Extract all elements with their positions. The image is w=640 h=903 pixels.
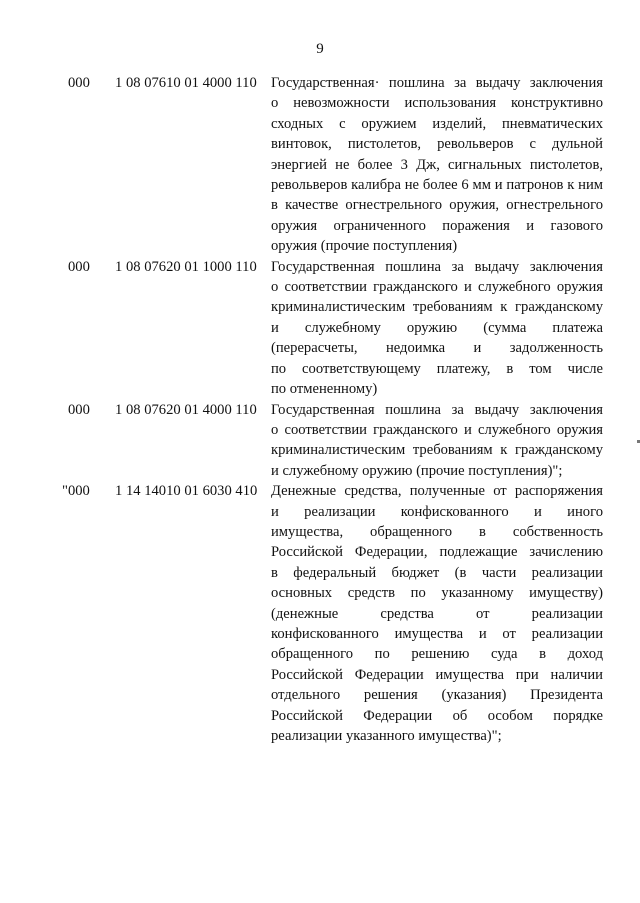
description-line: криминалистическим требованиям к гражданскому (271, 299, 603, 316)
description-line: в качестве огнестрельного оружия, огнестрельного (271, 197, 603, 214)
admin-code: 000 (68, 75, 90, 91)
description-line: револьверов калибра не более 6 мм и патронов к ним (271, 177, 603, 194)
description-line: по соответствующему платежу, в том числе (271, 360, 603, 377)
description-line: оружия (прочие поступления) (271, 238, 458, 255)
revenue-description (271, 73, 603, 257)
budget-classification-code: 1 08 07620 01 1000 110 (115, 258, 257, 275)
table-row (0, 257, 640, 400)
description-line: по отмененному) (271, 381, 378, 398)
description-line: (денежные средства от реализации (271, 605, 603, 622)
revenue-code-table (0, 73, 640, 746)
description-line: отдельного решения (указания) Президента (271, 687, 603, 704)
revenue-description (271, 400, 603, 482)
description-line: Денежные средства, полученные от распоряжения (271, 483, 603, 500)
description-line: Государственная· пошлина за выдачу заключения (271, 75, 603, 91)
description-line: Государственная пошлина за выдачу заключения (271, 258, 603, 275)
revenue-description (271, 481, 603, 746)
description-line: в федеральный бюджет (в части реализации (271, 564, 603, 581)
description-line: и реализации конфискованного и иного (271, 503, 603, 520)
description-line: сходных с оружием изделий, пневматических (271, 115, 603, 132)
admin-code: "000 (62, 483, 90, 500)
description-line: энергией не более 3 Дж, сигнальных пистолетов, (271, 156, 603, 173)
admin-code: 000 (68, 401, 90, 418)
table-row (0, 400, 640, 482)
description-line: Российской Федерации имущества при наличии (271, 666, 603, 683)
description-line: Государственная пошлина за выдачу заключения (271, 401, 603, 418)
description-line: криминалистическим требованиям к гражданскому (271, 442, 603, 459)
description-line: основных средств по указанному имуществу) (271, 585, 603, 602)
revenue-description (271, 257, 603, 400)
description-line: оружия ограниченного поражения и газового (271, 217, 603, 234)
description-line: Российской Федерации, подлежащие зачислению (271, 544, 603, 561)
description-line: Российской Федерации об особом порядке (271, 707, 603, 724)
description-line: обращенного по решению суда в доход (271, 646, 603, 663)
description-line: (перерасчеты, недоимка и задолженность (271, 340, 603, 357)
description-line: и служебному оружию (сумма платежа (271, 319, 603, 336)
budget-classification-code: 1 08 07620 01 4000 110 (115, 401, 257, 418)
budget-classification-code: 1 14 14010 01 6030 410 (115, 483, 258, 500)
description-line: о соответствии гражданского и служебного оружия (271, 421, 603, 438)
description-line: имущества, обращенного в собственность (271, 523, 603, 540)
description-line: о невозможности использования конструктивно (271, 95, 603, 112)
table-row (0, 73, 640, 257)
page-number: 9 (316, 41, 324, 57)
description-line: винтовок, пистолетов, револьверов с дульной (271, 136, 603, 153)
description-line: реализации указанного имущества)"; (271, 728, 502, 744)
table-row (0, 481, 640, 746)
description-line: конфискованного имущества и от реализации (271, 625, 603, 642)
description-line: о соответствии гражданского и служебного оружия (271, 279, 603, 296)
description-line: и служебному оружию (прочие поступления)"; (271, 462, 563, 479)
budget-classification-code: 1 08 07610 01 4000 110 (115, 75, 257, 91)
admin-code: 000 (68, 258, 90, 275)
